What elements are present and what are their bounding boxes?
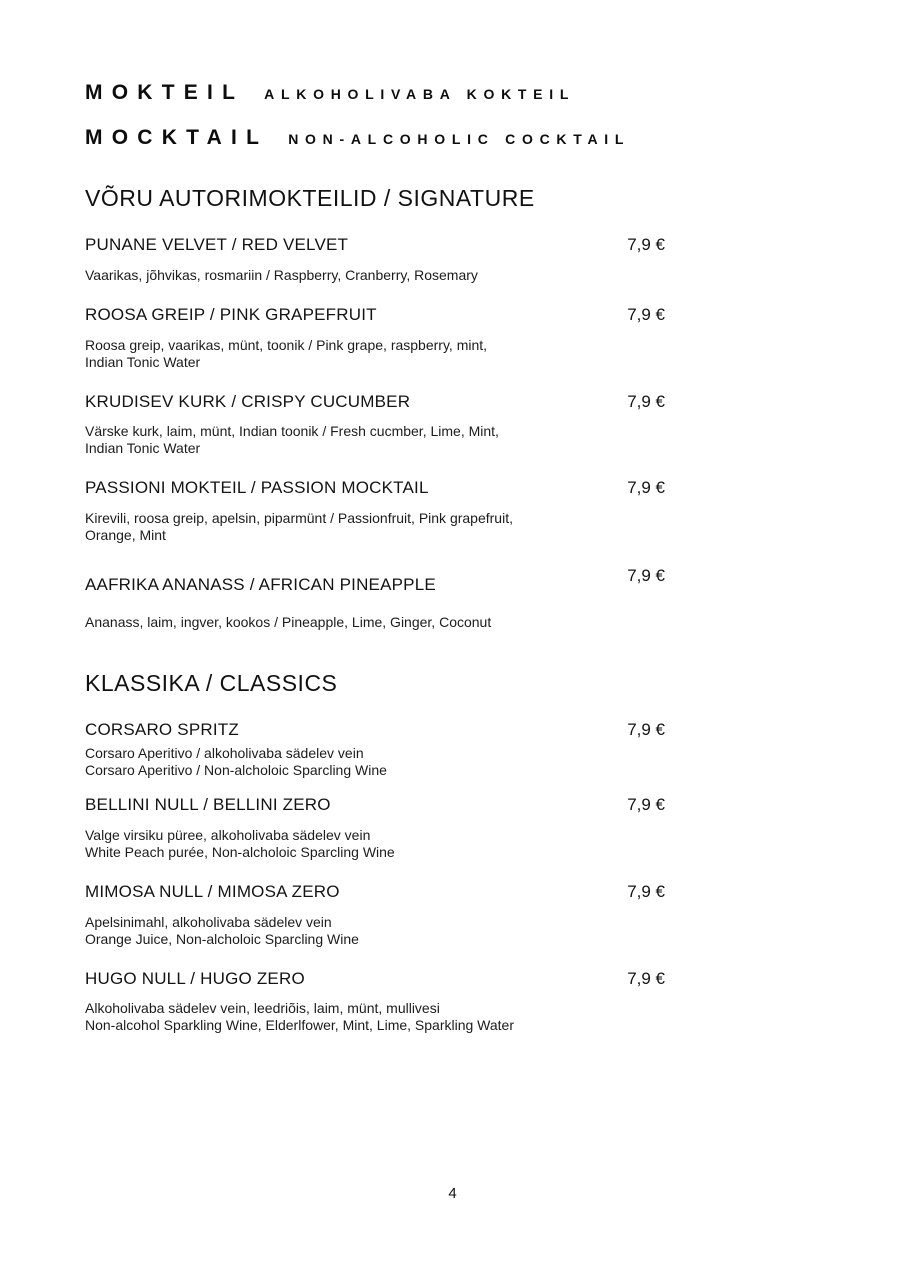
menu-item-african-pineapple (85, 566, 665, 594)
item-price: 7,9 € (627, 795, 665, 814)
item-name: BELLINI NULL / BELLINI ZERO (85, 795, 331, 814)
menu-item-hugo-zero (85, 970, 665, 987)
item-name: HUGO NULL / HUGO ZERO (85, 969, 305, 988)
doc-title-main: MOKTEIL (85, 81, 245, 104)
item-description: Värske kurk, laim, münt, Indian toonik / Fresh cucmber, Lime, Mint, Indian Tonic Water (85, 423, 499, 456)
item-price: 7,9 € (627, 882, 665, 901)
item-description: Vaarikas, jõhvikas, rosmariin / Raspberry, Cranberry, Rosemary (85, 267, 478, 283)
doc-title-sub: ALKOHOLIVABA KOKTEIL (264, 86, 576, 102)
item-price: 7,9 € (627, 235, 665, 254)
menu-item-passion-mocktail (85, 479, 665, 496)
doc-title-english (85, 127, 630, 148)
item-price: 7,9 € (627, 392, 665, 411)
item-name: PASSIONI MOKTEIL / PASSION MOCKTAIL (85, 478, 429, 497)
menu-item-red-velvet (85, 236, 665, 253)
item-price: 7,9 € (627, 566, 665, 585)
item-description: Alkoholivaba sädelev vein, leedriõis, laim, münt, mullivesi Non-alcohol Sparkling Wine, Elderlfower, Mint, Lime, Sparkling Water (85, 1000, 514, 1033)
doc-title-main: MOCKTAIL (85, 126, 269, 149)
item-description: Ananass, laim, ingver, kookos / Pineapple, Lime, Ginger, Coconut (85, 614, 492, 630)
item-price: 7,9 € (627, 969, 665, 988)
item-description: Corsaro Aperitivo / alkoholivaba sädelev vein Corsaro Aperitivo / Non-alcholoic Sparcling Wine (85, 745, 387, 778)
item-name: MIMOSA NULL / MIMOSA ZERO (85, 882, 340, 901)
menu-item-corsaro-spritz (85, 721, 665, 738)
menu-item-mimosa-zero (85, 883, 665, 900)
item-description: Apelsinimahl, alkoholivaba sädelev vein Orange Juice, Non-alcholoic Sparcling Wine (85, 914, 359, 947)
section-heading-signature: VÕRU AUTORIMOKTEILID / SIGNATURE (85, 185, 535, 211)
item-price: 7,9 € (627, 720, 665, 739)
menu-item-bellini-zero (85, 796, 665, 813)
section-heading-classics: KLASSIKA / CLASSICS (85, 670, 338, 696)
doc-title-estonian (85, 82, 575, 103)
item-description: Kirevili, roosa greip, apelsin, piparmünt / Passionfruit, Pink grapefruit, Orange, Mint (85, 510, 513, 543)
item-name: PUNANE VELVET / RED VELVET (85, 235, 349, 254)
menu-item-pink-grapefruit (85, 306, 665, 323)
item-description: Roosa greip, vaarikas, münt, toonik / Pink grape, raspberry, mint, Indian Tonic Water (85, 337, 488, 370)
item-name: KRUDISEV KURK / CRISPY CUCUMBER (85, 392, 411, 411)
item-description: Valge virsiku püree, alkoholivaba sädelev vein White Peach purée, Non-alcholoic Sparcling Wine (85, 827, 395, 860)
item-name: ROOSA GREIP / PINK GRAPEFRUIT (85, 305, 377, 324)
doc-title-sub: NON-ALCOHOLIC COCKTAIL (288, 131, 631, 147)
item-price: 7,9 € (627, 305, 665, 324)
item-name: CORSARO SPRITZ (85, 720, 239, 739)
item-price: 7,9 € (627, 478, 665, 497)
menu-item-crispy-cucumber (85, 393, 665, 410)
item-name: AAFRIKA ANANASS / AFRICAN PINEAPPLE (85, 575, 436, 594)
page-number: 4 (448, 1185, 457, 1202)
